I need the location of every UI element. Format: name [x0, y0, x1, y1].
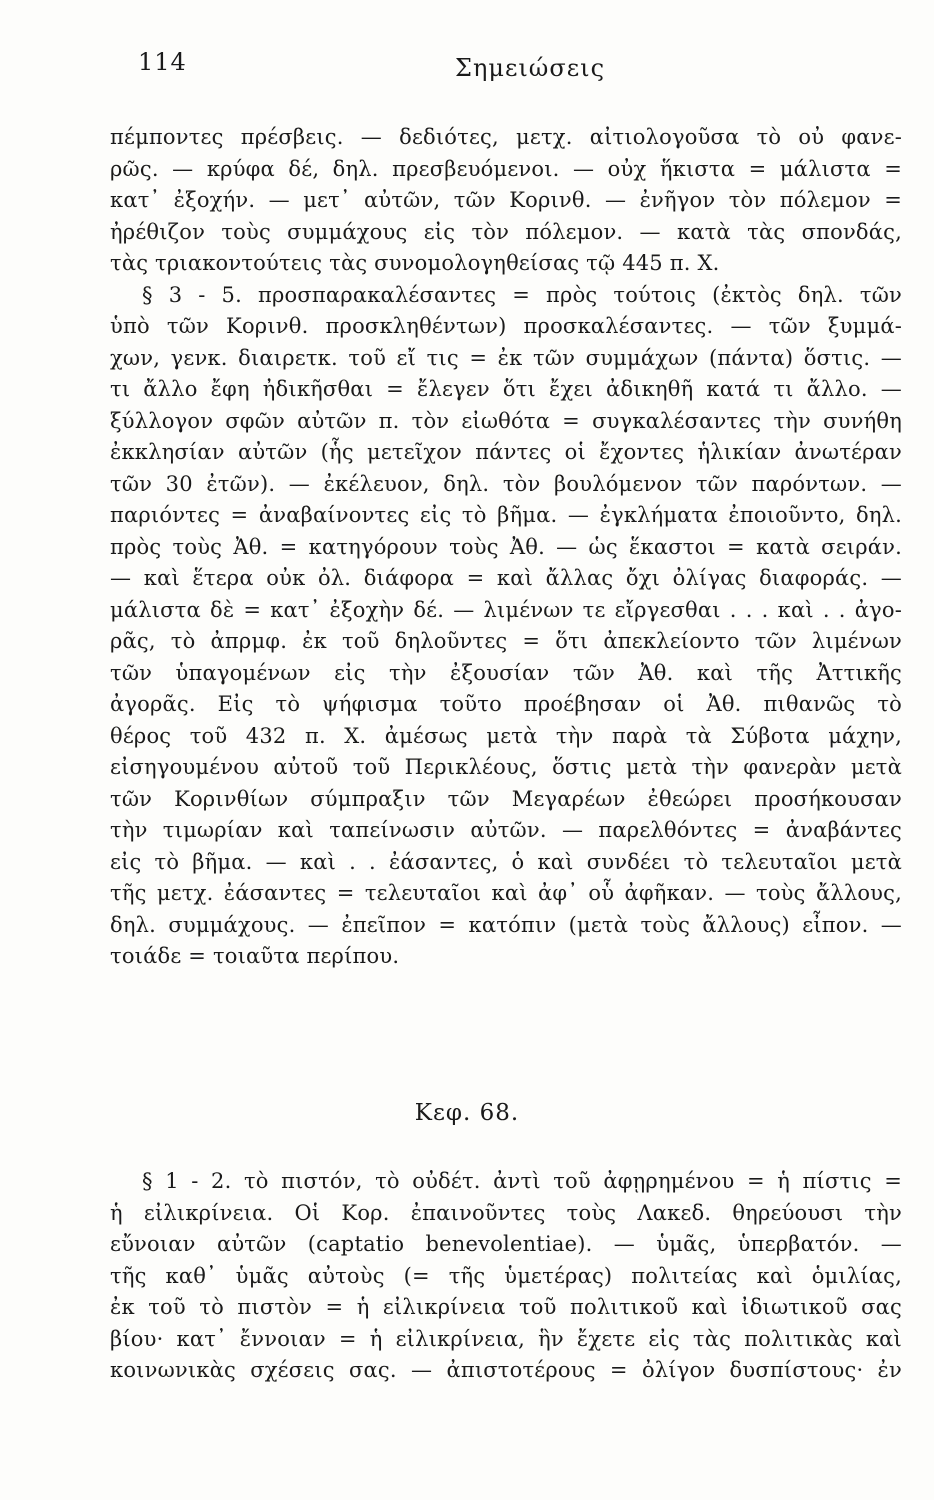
text-line: βίου· κατ᾽ ἔννοιαν = ἡ εἰλικρίνεια, ἣν ἔχετε εἰς τὰς πολιτικὰς καὶ [110, 1326, 902, 1351]
text-line: τῶν Κορινθίων σύμπραξιν τῶν Μεγαρέων ἐθεώρει προσήκουσαν [110, 786, 902, 811]
text-line: κοινωνικὰς σχέσεις σας. — ἀπιστοτέρους = ὀλίγον δυσπίστους· ἐν [110, 1358, 902, 1382]
text-line: εἰσηγουμένου αὐτοῦ τοῦ Περικλέους, ὅστις μετὰ τὴν φανερὰν μετὰ [110, 755, 902, 779]
text-line: παριόντες = ἀναβαίνοντες εἰς τὸ βῆμα. — ἐγκλήματα ἐποιοῦντο, δηλ. [110, 503, 902, 527]
running-title: Σημειώσεις [455, 54, 606, 82]
text-line: μάλιστα δὲ = κατ᾽ ἐξοχὴν δέ. — λιμένων τε εἴργεσθαι . . . καὶ . . ἀγο- [110, 597, 902, 622]
text-line: τι ἄλλο ἔφη ἠδικῆσθαι = ἔλεγεν ὅτι ἔχει ἀδικηθῆ κατά τι ἄλλο. — [110, 377, 902, 401]
text-line: τὰς τριακοντούτεις τὰς συνομολογηθείσας τῷ 445 π. Χ. [110, 251, 720, 275]
text-line: δηλ. συμμάχους. — ἐπεῖπον = κατόπιν (μετὰ τοὺς ἄλλους) εἶπον. — [110, 912, 902, 937]
text-line: ρᾶς, τὸ ἀπρμφ. ἐκ τοῦ δηλοῦντες = ὅτι ἀπεκλείοντο τῶν λιμένων [110, 629, 902, 653]
text-line: κατ᾽ ἐξοχήν. — μετ᾽ αὐτῶν, τῶν Κορινθ. — ἐνῆγον τὸν πόλεμον = [110, 188, 902, 212]
text-line: ἐκ τοῦ τὸ πιστὸν = ἡ εἰλικρίνεια τοῦ πολιτικοῦ καὶ ἰδιωτικοῦ σας [110, 1295, 902, 1319]
text-line: εὔνοιαν αὐτῶν (captatio benevolentiae). — ὑμᾶς, ὑπερβατόν. — [110, 1232, 902, 1256]
text-line: πέμποντες πρέσβεις. — δεδιότες, μετχ. αἰτιολογοῦσα τὸ οὐ φανε- [110, 125, 902, 149]
page-number: 114 [138, 48, 187, 76]
text-line: ἐκκλησίαν αὐτῶν (ἧς μετεῖχον πάντες οἱ ἔχοντες ἡλικίαν ἀνωτέραν [110, 440, 902, 464]
text-line: θέρος τοῦ 432 π. Χ. ἀμέσως μετὰ τὴν παρὰ τὰ Σύβοτα μάχην, [110, 723, 902, 748]
text-line: ἀγορᾶς. Εἰς τὸ ψήφισμα τοῦτο προέβησαν οἱ Ἀθ. πιθανῶς τὸ [110, 692, 902, 716]
text-line: πρὸς τοὺς Ἀθ. = κατηγόρουν τοὺς Ἀθ. — ὡς ἕκαστοι = κατὰ σειράν. [110, 534, 902, 559]
text-line: τῆς καθ᾽ ὑμᾶς αὐτοὺς (= τῆς ὑμετέρας) πολιτείας καὶ ὁμιλίας, [110, 1263, 902, 1288]
text-line: τοιάδε = τοιαῦτα περίπου. [110, 944, 400, 968]
text-line: τὴν τιμωρίαν καὶ ταπείνωσιν αὐτῶν. — παρελθόντες = ἀναβάντες [110, 818, 902, 842]
text-line: τῶν 30 ἐτῶν). — ἐκέλευον, δηλ. τὸν βουλόμενον τῶν παρόντων. — [110, 471, 902, 496]
text-line: εἰς τὸ βῆμα. — καὶ . . ἐάσαντες, ὁ καὶ συνδέει τὸ τελευταῖοι μετὰ [110, 849, 902, 874]
text-line: ἡ εἰλικρίνεια. Οἱ Κορ. ἐπαινοῦντες τοὺς Λακεδ. θηρεύουσι τὴν [110, 1200, 902, 1225]
text-line: ἠρέθιζον τοὺς συμμάχους εἰς τὸν πόλεμον. — κατὰ τὰς σπονδάς, [110, 219, 902, 244]
notes-block-1 [110, 122, 902, 973]
text-line: ρῶς. — κρύφα δέ, δηλ. πρεσβευόμενοι. — οὐχ ἥκιστα = μάλιστα = [110, 156, 902, 181]
text-line: § 3 - 5. προσπαρακαλέσαντες = πρὸς τούτοις (ἐκτὸς δηλ. τῶν [142, 282, 902, 307]
text-line: ξύλλογον σφῶν αὐτῶν π. τὸν εἰωθότα = συγκαλέσαντες τὴν συνήθη [110, 408, 902, 433]
text-line: τῶν ὑπαγομένων εἰς τὴν ἐξουσίαν τῶν Ἀθ. καὶ τῆς Ἀττικῆς [110, 660, 902, 685]
page-header [110, 48, 900, 88]
text-line: ὑπὸ τῶν Κορινθ. προσκληθέντων) προσκαλέσαντες. — τῶν ξυμμά- [110, 314, 902, 338]
text-line: χων, γενκ. διαιρετκ. τοῦ εἴ τις = ἐκ τῶν συμμάχων (πάντα) ὅστις. — [110, 345, 902, 370]
notes-block-2 [110, 1166, 902, 1387]
text-line: τῆς μετχ. ἐάσαντες = τελευταῖοι καὶ ἀφ᾽ οὗ ἀφῆκαν. — τοὺς ἄλλους, [110, 881, 902, 905]
text-line: — καὶ ἕτερα οὐκ ὀλ. διάφορα = καὶ ἄλλας ὄχι ὀλίγας διαφοράς. — [110, 566, 902, 590]
chapter-heading: Κεφ. 68. [414, 1100, 520, 1126]
text-line: § 1 - 2. τὸ πιστόν, τὸ οὐδέτ. ἀντὶ τοῦ ἀφῃρημένου = ἡ πίστις = [142, 1169, 902, 1193]
